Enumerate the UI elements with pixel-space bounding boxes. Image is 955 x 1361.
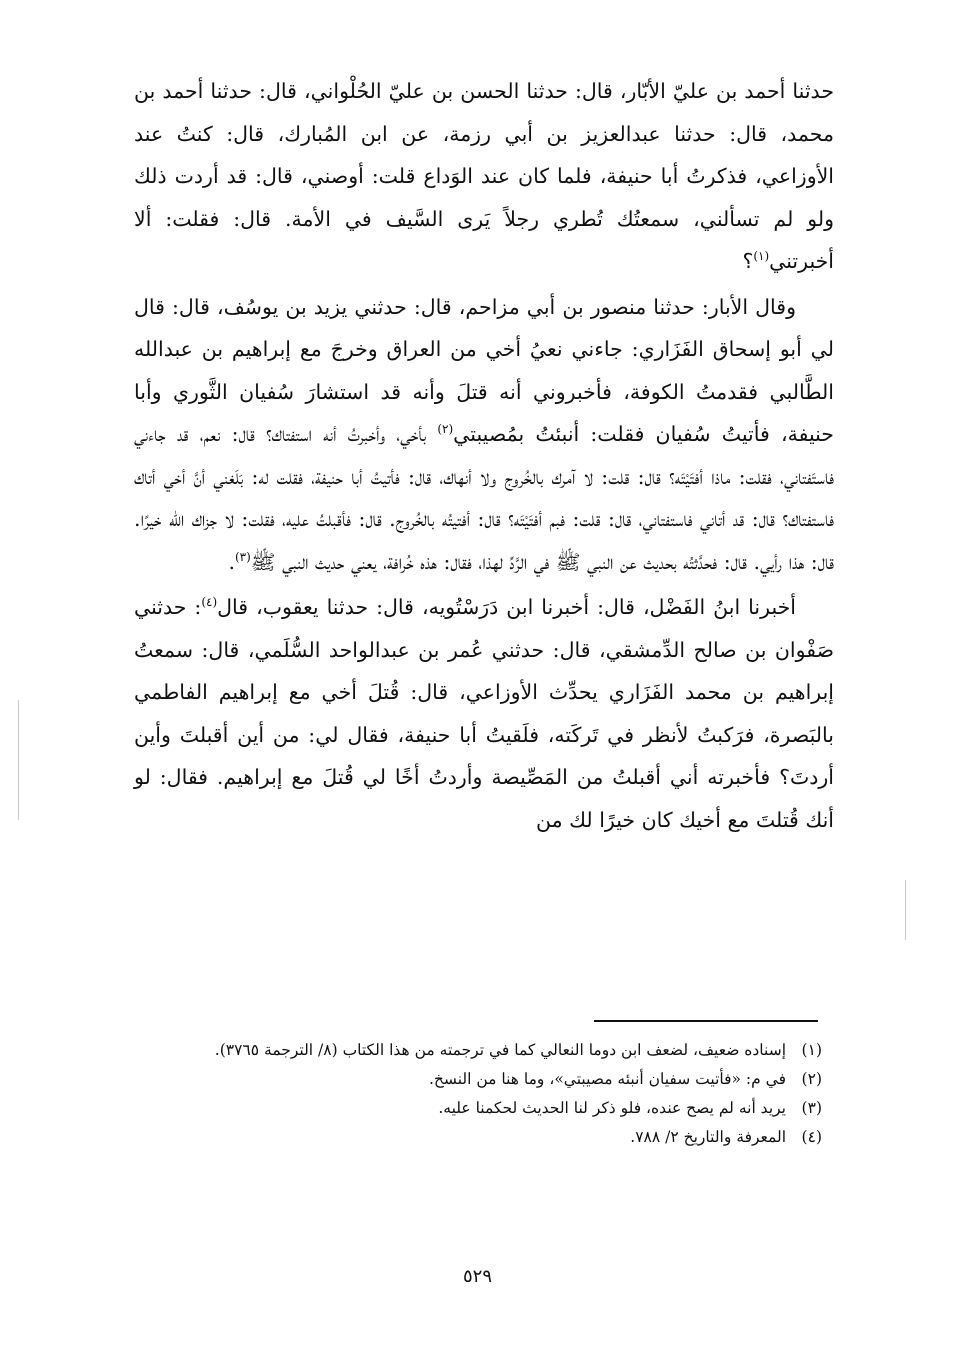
paragraph [134, 286, 834, 584]
paragraph [134, 70, 834, 283]
footnote-separator [594, 1020, 818, 1022]
footnote-ref: (٣) [234, 549, 251, 564]
footnote-text: إسناده ضعيف، لضعف ابن دوما النعالي كما في ترجمته من هذا الكتاب (٨/ الترجمة ٣٧٦٥). [214, 1041, 786, 1059]
main-text [134, 70, 834, 844]
footnote [130, 1036, 822, 1065]
footnote-number: (٢) [801, 1070, 822, 1088]
footnote [130, 1094, 822, 1123]
footnotes [130, 1036, 822, 1152]
footnote-text: يريد أنه لم يصح عنده، فلو ذكر لنا الحديث لحكمنا عليه. [438, 1099, 786, 1117]
paragraph-text: ؟ [742, 249, 754, 273]
paragraph-text: . [228, 549, 235, 574]
scan-artifact-line [18, 700, 19, 820]
footnote-ref: (٤) [201, 595, 218, 610]
paragraph-text: : حدثني صَفْوان بن صالح الدِّمشقي، قال: حدثني عُمر بن عبدالواحد السُّلَمي، قال: سمعتُ إبراهيم بن محمد الفَزَاري يحدِّث الأوزاعي، قال: قُتلَ أخي مع إبراهيم الفاطمي بالبَصرة، فرَكبتُ لأنظر في تَركَته، فلَقيتُ أبا حنيفة، فقال لي: من أين أقبلتَ وأين أردتَ؟ فأخبرته أني أقبلتُ من المَصِّيصة وأردتُ أخًا لي قُتلَ مع إبراهيم. فقال: لو أنك قُتلتَ مع أخيك كان خيرًا لك من [134, 595, 834, 832]
footnote [130, 1123, 822, 1152]
footnote [130, 1065, 822, 1094]
footnote-number: (٣) [801, 1099, 822, 1117]
paragraph-text: بأخي، وأخبرتُ أنه استفتاك؟ قال: نعم، قد جاءني فاستَفتاني، فقلت: ماذا أفتَيْتَه؟ قال: قلت: لا آمرك بالخُروج ولا أنهاك، قال: فأتيتُ أبا حنيفة، فقلت له: بَلَغني أنَّ أخي أتاك فاستفتاك؟ قال: قد أتاني فاستفتاني، قال: قلت: فبم أفتَيْتَه؟ قال: أفتيتُه بالخُروج. قال: فأقبلتُ عليه، فقلت: لا جزاك الله خيرًا. قال: هذا رأيي. قال: فحدَّثتُه بحديث عن النبي ﷺ في الرَّدِّ لهذا، فقال: هذه خُرافة، يعني حديث النبي ﷺ [134, 422, 834, 574]
footnote-ref: (٢) [437, 422, 454, 437]
footnote-ref: (١) [753, 249, 770, 264]
scan-artifact-line [905, 880, 906, 940]
footnote-number: (١) [801, 1041, 822, 1059]
page-number: ٥٢٩ [462, 1266, 492, 1287]
footnote-text: في م: «فأتيت سفيان أنبئه مصيبتي»، وما هنا من النسخ. [428, 1070, 786, 1088]
paragraph-text: حدثنا أحمد بن عليّ الأبّار، قال: حدثنا الحسن بن عليّ الحُلْواني، قال: حدثنا أحمد بن محمد، قال: حدثنا عبدالعزيز بن أبي رزمة، عن ابن المُبارك، قال: كنتُ عند الأوزاعي، فذكرتُ أبا حنيفة، فلما كان عند الوَداع قلت: أوصني، قال: قد أردت ذلك ولو لم تسألني، سمعتُك تُطري رجلاً يَرى السَّيف في الأمة. قال: فقلت: ألا أخبرتني [134, 79, 834, 273]
footnote-text: المعرفة والتاريخ ٢/ ٧٨٨. [630, 1128, 786, 1146]
paragraph-text: أخبرنا ابنُ الفَضْل، قال: أخبرنا ابن دَرَسْتُويه، قال: حدثنا يعقوب، قال [217, 595, 796, 619]
footnote-number: (٤) [801, 1128, 822, 1146]
paragraph-text: وقال الأبار: حدثنا منصور بن أبي مزاحم، قال: حدثني يزيد بن يوسُف، قال: قال لي أبو إسحاق الفَزَاري: جاءني نعيُ أخي من العراق وخرجَ مع إبراهيم بن عبدالله الطَّالبي فقدمتُ الكوفة، فأخبروني أنه قتلَ وأنه قد استشارَ سُفيان الثَّوري وأبا حنيفة، فأتيتُ سُفيان فقلت: أنبئتُ بمُصيبتي [134, 294, 834, 446]
paragraph [134, 586, 834, 841]
